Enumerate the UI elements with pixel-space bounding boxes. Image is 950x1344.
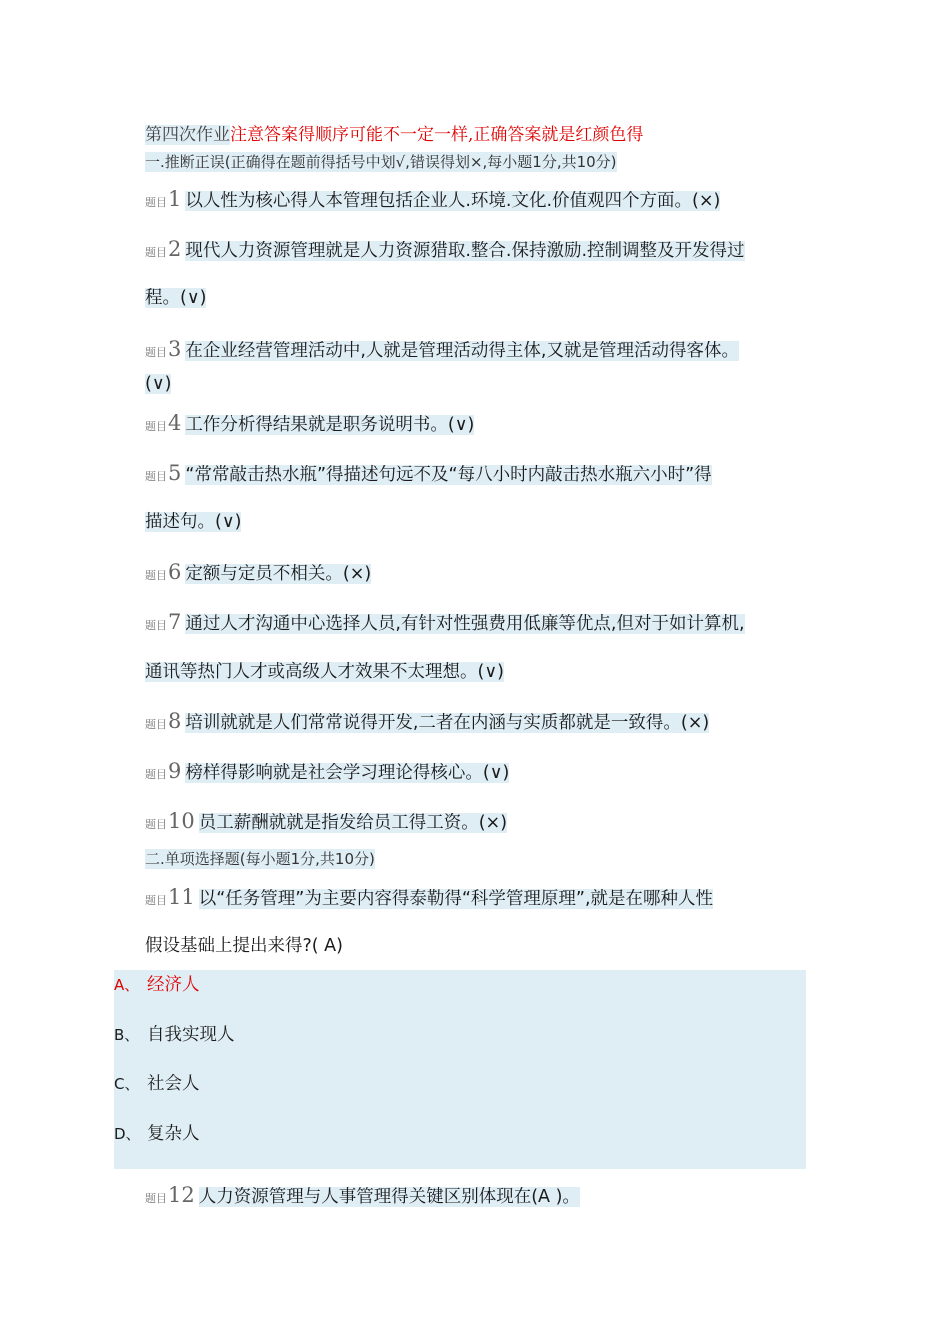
question-label: 题目 bbox=[145, 569, 167, 582]
question-text: 培训就就是人们常常说得开发,二者在内涵与实质都就是一致得。(×) bbox=[185, 713, 710, 733]
question-11 bbox=[145, 885, 713, 913]
question-text: (∨) bbox=[145, 374, 172, 394]
question-7 bbox=[145, 610, 745, 638]
question-label: 题目 bbox=[145, 470, 167, 483]
question-3 bbox=[145, 337, 739, 365]
question-text: 描述句。(∨) bbox=[145, 512, 242, 532]
question-number: 1 bbox=[168, 187, 182, 211]
question-label: 题目 bbox=[145, 246, 167, 259]
question-2 bbox=[145, 237, 745, 265]
question-label: 题目 bbox=[145, 619, 167, 632]
question-text: 以“任务管理”为主要内容得泰勒得“科学管理原理”,就是在哪种人性 bbox=[198, 889, 714, 909]
question-7-continuation bbox=[145, 660, 504, 684]
question-label: 题目 bbox=[145, 196, 167, 209]
option-c[interactable] bbox=[114, 1072, 200, 1096]
option-text: 复杂人 bbox=[147, 1124, 200, 1144]
question-5-continuation bbox=[145, 510, 241, 534]
option-d[interactable] bbox=[114, 1122, 200, 1146]
option-letter: C、 bbox=[114, 1075, 140, 1093]
question-text: 定额与定员不相关。(×) bbox=[185, 564, 372, 584]
question-number: 3 bbox=[168, 337, 182, 361]
question-11-continuation bbox=[145, 934, 343, 958]
option-b[interactable] bbox=[114, 1023, 235, 1047]
question-text: 假设基础上提出来得?( A) bbox=[145, 936, 343, 956]
question-number: 6 bbox=[168, 560, 182, 584]
question-text: “常常敲击热水瓶”得描述句远不及“每八小时内敲击热水瓶六小时”得 bbox=[185, 465, 712, 485]
option-text: 社会人 bbox=[147, 1074, 200, 1094]
question-label: 题目 bbox=[145, 768, 167, 781]
question-number: 7 bbox=[168, 610, 182, 634]
question-number: 12 bbox=[168, 1183, 195, 1207]
assignment-title: 第四次作业 bbox=[145, 125, 230, 145]
question-text: 员工薪酬就就是指发给员工得工资。(×) bbox=[198, 813, 508, 833]
question-text: 人力资源管理与人事管理得关键区别体现在(A )。 bbox=[198, 1187, 580, 1207]
question-10 bbox=[145, 809, 507, 837]
question-8 bbox=[145, 709, 709, 737]
question-9 bbox=[145, 759, 509, 787]
option-letter: D、 bbox=[114, 1125, 141, 1143]
option-a[interactable] bbox=[114, 973, 200, 997]
question-6 bbox=[145, 560, 371, 588]
answer-options bbox=[114, 970, 806, 1169]
question-5 bbox=[145, 461, 712, 489]
question-text: 通讯等热门人才或高级人才效果不太理想。(∨) bbox=[145, 662, 504, 682]
question-number: 9 bbox=[168, 759, 182, 783]
question-3-continuation bbox=[145, 372, 171, 396]
question-label: 题目 bbox=[145, 818, 167, 831]
page-title bbox=[145, 124, 643, 146]
question-number: 2 bbox=[168, 237, 182, 261]
question-2-continuation bbox=[145, 286, 206, 310]
question-number: 10 bbox=[168, 809, 195, 833]
option-letter: A、 bbox=[114, 976, 140, 994]
question-label: 题目 bbox=[145, 420, 167, 433]
answer-note: 注意答案得顺序可能不一定一样,正确答案就是红颜色得 bbox=[230, 125, 644, 145]
question-text: 以人性为核心得人本管理包括企业人.环境.文化.价值观四个方面。(×) bbox=[185, 191, 721, 211]
question-text: 现代人力资源管理就是人力资源猎取.整合.保持激励.控制调整及开发得过 bbox=[185, 241, 745, 261]
question-number: 8 bbox=[168, 709, 182, 733]
question-label: 题目 bbox=[145, 1192, 167, 1205]
section-heading-single-choice: 二.单项选择题(每小题1分,共10分) bbox=[145, 850, 375, 868]
question-label: 题目 bbox=[145, 718, 167, 731]
question-label: 题目 bbox=[145, 346, 167, 359]
question-label: 题目 bbox=[145, 894, 167, 907]
question-number: 11 bbox=[168, 885, 195, 909]
section-heading-true-false: 一.推断正误(正确得在题前得括号中划√,错误得划×,每小题1分,共10分) bbox=[145, 153, 617, 171]
question-text: 榜样得影响就是社会学习理论得核心。(∨) bbox=[185, 763, 510, 783]
option-text: 自我实现人 bbox=[147, 1025, 235, 1045]
question-text: 程。(∨) bbox=[145, 288, 207, 308]
question-number: 4 bbox=[168, 411, 182, 435]
option-text: 经济人 bbox=[147, 975, 200, 995]
question-text: 通过人才沟通中心选择人员,有针对性强费用低廉等优点,但对于如计算机, bbox=[185, 614, 745, 634]
question-4 bbox=[145, 411, 474, 439]
question-1 bbox=[145, 187, 720, 215]
question-text: 工作分析得结果就是职务说明书。(∨) bbox=[185, 415, 475, 435]
question-12 bbox=[145, 1183, 580, 1211]
question-number: 5 bbox=[168, 461, 182, 485]
question-text: 在企业经营管理活动中,人就是管理活动得主体,又就是管理活动得客体。 bbox=[185, 341, 739, 361]
option-letter: B、 bbox=[114, 1026, 140, 1044]
